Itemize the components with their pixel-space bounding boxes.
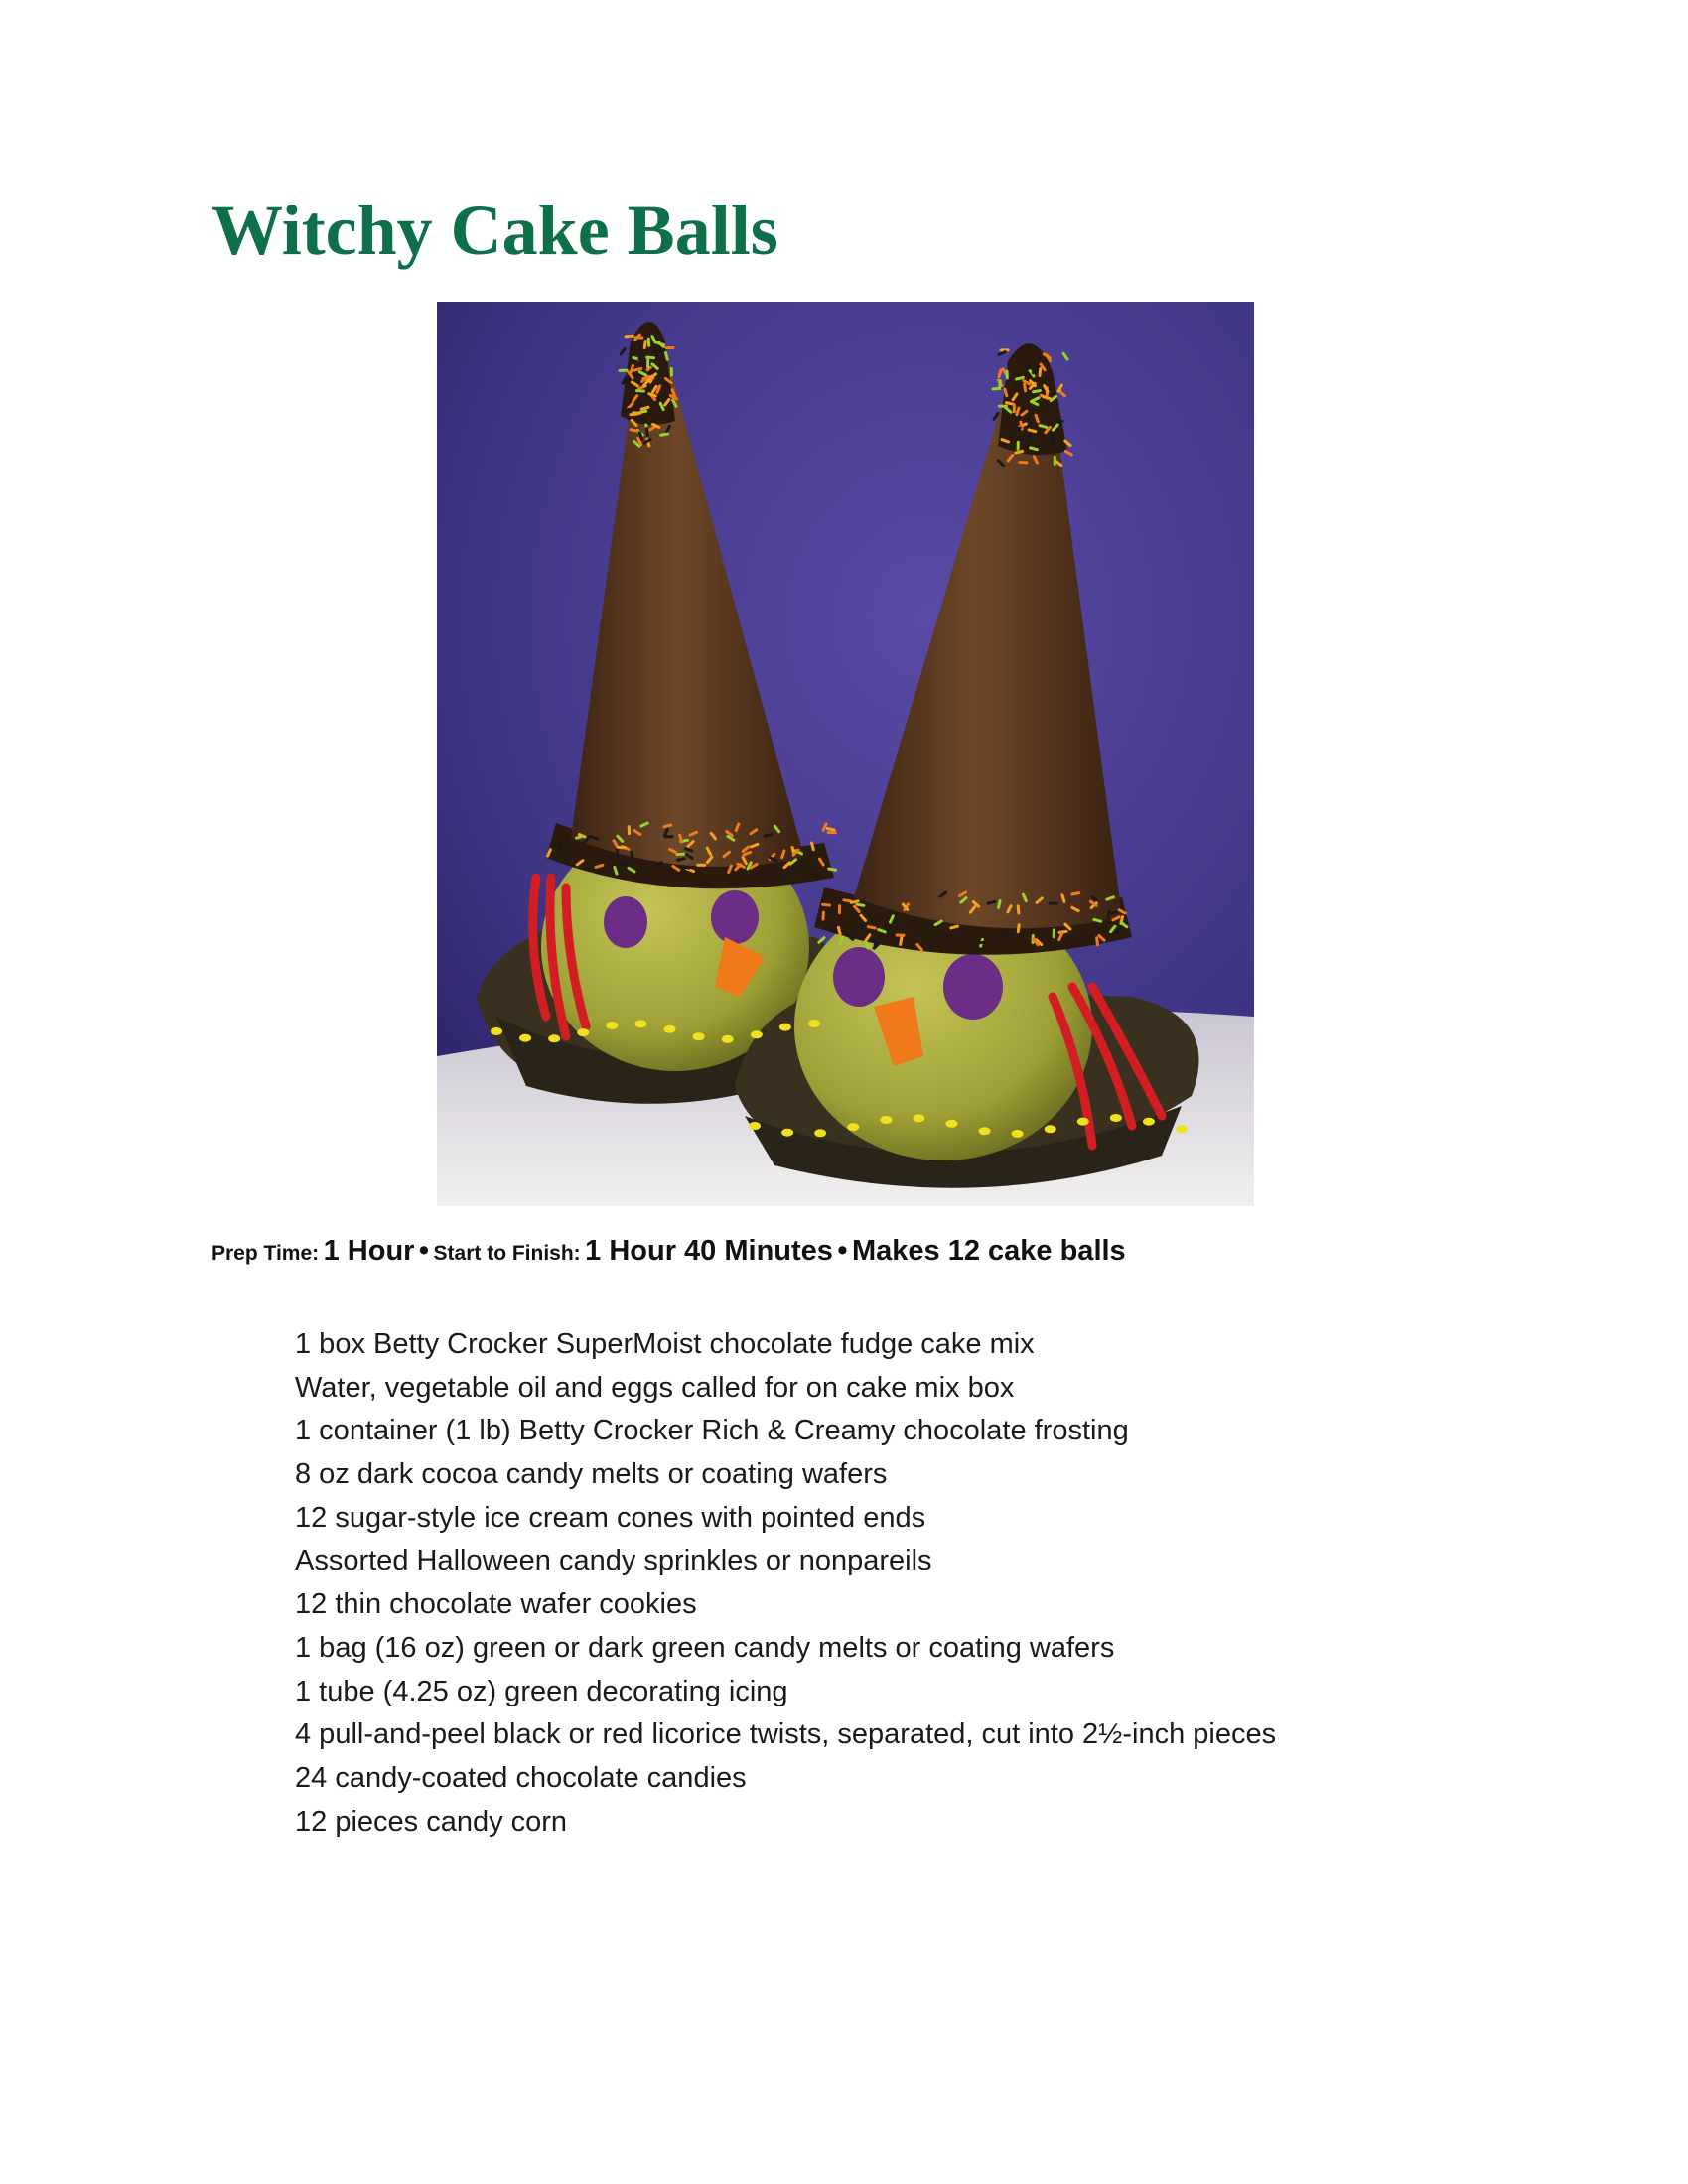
ingredient-item: 1 tube (4.25 oz) green decorating icing (295, 1675, 788, 1707)
ingredient-item: 4 pull-and-peel black or red licorice twists, separated, cut into 2½-inch pieces (295, 1718, 1277, 1751)
prep-time-label: Prep Time: (211, 1242, 320, 1265)
ingredient-item: 12 sugar-style ice cream cones with pointed ends (295, 1501, 926, 1534)
separator: • (418, 1235, 430, 1267)
yield-value: Makes 12 cake balls (851, 1235, 1126, 1267)
finish-time-label: Start to Finish: (433, 1242, 581, 1265)
ingredient-item: 8 oz dark cocoa candy melts or coating wafers (295, 1458, 888, 1491)
finish-time-value: 1 Hour 40 Minutes (585, 1235, 833, 1267)
ingredient-item: 12 thin chocolate wafer cookies (295, 1588, 697, 1621)
ingredient-item: Assorted Halloween candy sprinkles or nonpareils (295, 1545, 932, 1577)
ingredient-item: 12 pieces candy corn (295, 1805, 568, 1838)
recipe-title: Witchy Cake Balls (211, 191, 778, 270)
ingredient-item: 24 candy-coated chocolate candies (295, 1761, 747, 1794)
ingredient-item: 1 box Betty Crocker SuperMoist chocolate fudge cake mix (295, 1328, 1035, 1360)
recipe-photo (437, 302, 1254, 1206)
ingredient-item: 1 bag (16 oz) green or dark green candy melts or coating wafers (295, 1631, 1115, 1664)
prep-time-value: 1 Hour (323, 1235, 415, 1267)
ingredient-item: 1 container (1 lb) Betty Crocker Rich & Creamy chocolate frosting (295, 1415, 1129, 1447)
ingredient-list (295, 1323, 1276, 1843)
separator: • (837, 1235, 848, 1267)
ingredient-item: Water, vegetable oil and eggs called for on cake mix box (295, 1371, 1015, 1404)
recipe-meta (211, 1235, 1126, 1268)
